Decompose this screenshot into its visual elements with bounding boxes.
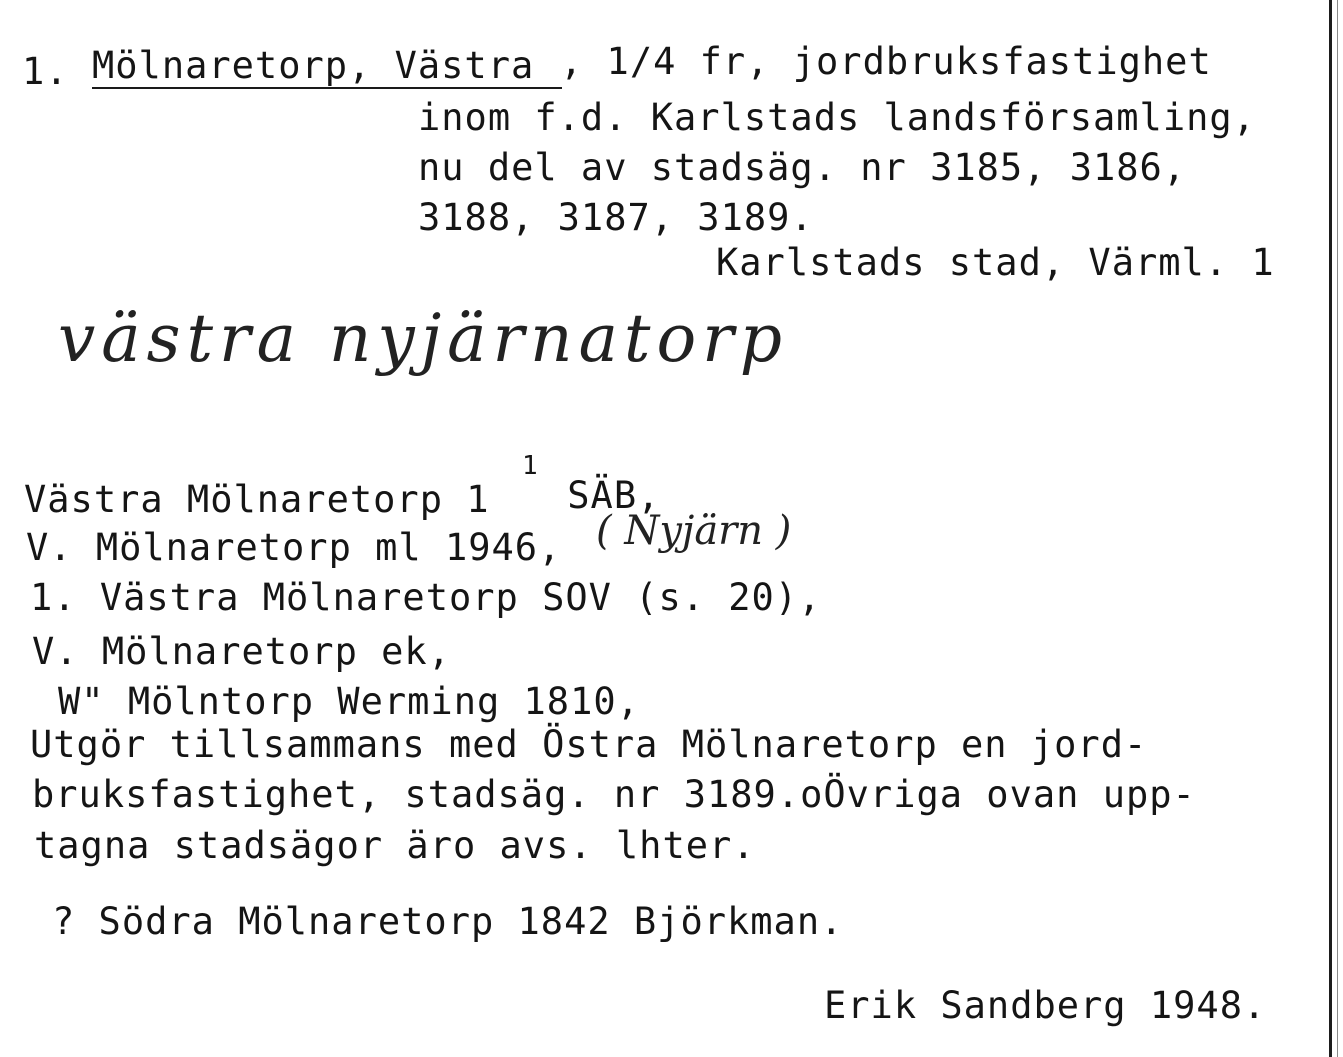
form-line-1-superscript: 1 [522, 451, 538, 481]
form-line-1-source: SÄB, [544, 474, 661, 517]
signature: Erik Sandberg 1948. [824, 984, 1267, 1027]
entry-name-underline [92, 87, 562, 89]
card-edge-shadow [1337, 0, 1338, 1057]
query-line: ? Södra Mölnaretorp 1842 Björkman. [52, 900, 844, 943]
heading-line-2: nu del av stadsäg. nr 3185, 3186, [418, 146, 1187, 189]
form-line-5: W" Mölntorp Werming 1810, [58, 680, 640, 723]
handwritten-name: västra nyjärnatorp [58, 300, 788, 377]
heading-line-1: inom f.d. Karlstads landsförsamling, [418, 96, 1256, 139]
location: Karlstads stad, Värml. 1 [716, 241, 1275, 284]
form-line-2: V. Mölnaretorp ml 1946, [26, 526, 562, 569]
form-line-1: Västra Mölnaretorp 1 [24, 478, 490, 521]
entry-type: , 1/4 fr, jordbruksfastighet [560, 40, 1212, 83]
heading-line-3: 3188, 3187, 3189. [418, 196, 814, 239]
note-line-2: bruksfastighet, stadsäg. nr 3189.oÖvriga ovan upp- [32, 773, 1196, 816]
form-line-4: V. Mölnaretorp ek, [32, 630, 451, 673]
note-line-1: Utgör tillsammans med Östra Mölnaretorp en jord- [30, 723, 1148, 766]
form-line-3: 1. Västra Mölnaretorp SOV (s. 20), [30, 576, 822, 619]
entry-name: Mölnaretorp, Västra [92, 44, 535, 87]
note-line-3: tagna stadsägor äro avs. lhter. [34, 824, 756, 867]
card-edge [1329, 0, 1332, 1057]
form-line-2-handwritten: ( Nyjärn ) [596, 508, 792, 554]
entry-number: 1. [22, 50, 69, 93]
